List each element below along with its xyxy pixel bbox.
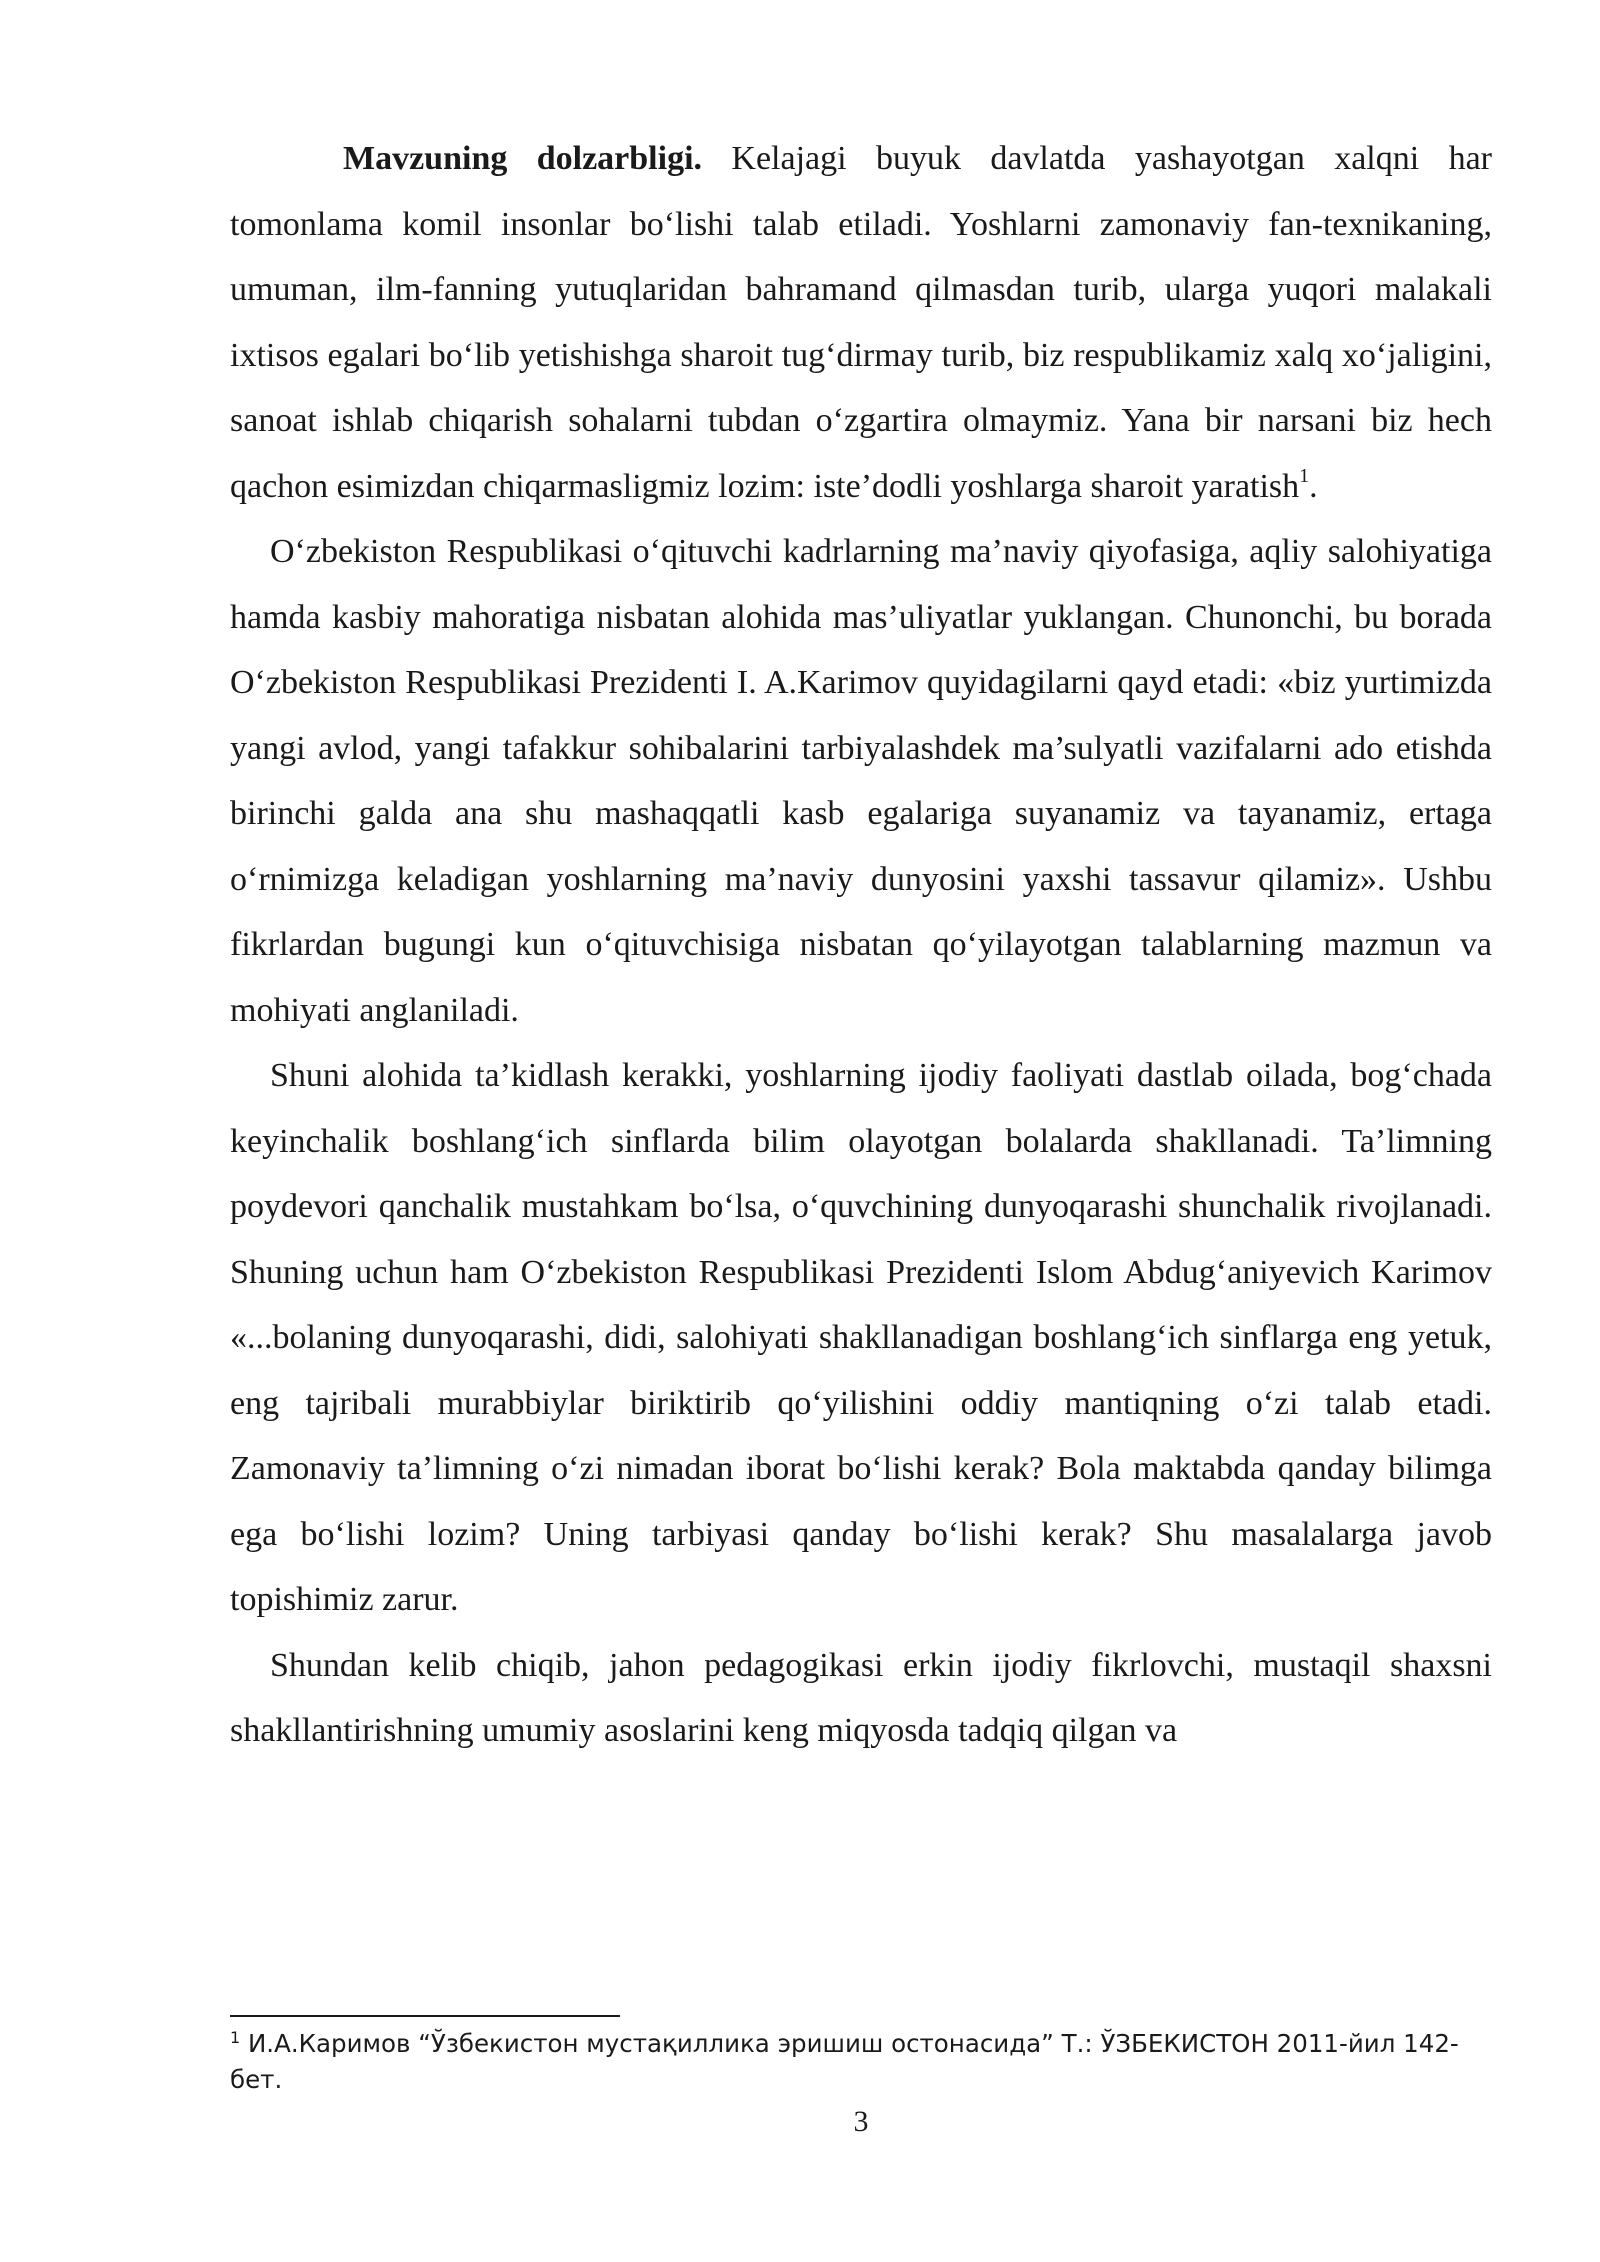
body-text [230,126,1492,1764]
footnote-reference[interactable]: 1 [1299,465,1310,488]
paragraph-text: O‘zbekiston Respublikasi o‘qituvchi kadrlarning ma’naviy qiyofasiga, aqliy salohiyatiga hamda kasbiy mahoratiga nisbatan alohida mas’uliyatlar yuklangan. Chunonchi, bu borada O‘zbekiston Respublikasi Prezidenti I. A.Karimov quyidagilarni qayd etadi: «biz yurtimizda yangi avlod, yangi tafakkur sohibalarini tarbiyalashdek ma’sulyatli vazifalarni ado etishda birinchi galda ana shu mashaqqatli kasb egalariga suyanamiz va tayanamiz, ertaga o‘rnimizga keladigan yoshlarning ma’naviy dunyosini yaxshi tassavur qilamiz». Ushbu fikrlardan bugungi kun o‘qituvchisiga nisbatan qo‘yilayotgan talablarning mazmun va mohiyati anglaniladi. [230,533,1492,1029]
footnote-separator [230,2015,620,2017]
paragraph-text: Shuni alohida ta’kidlash kerakki, yoshlarning ijodiy faoliyati dastlab oilada, bog‘chada keyinchalik boshlang‘ich sinflarda bilim olayotgan bolalarda shakllanadi. Ta’limning poydevori qanchalik mustahkam bo‘lsa, o‘quvchining dunyoqarashi shunchalik rivojlanadi. Shuning uchun ham O‘zbekiston Respublikasi Prezidenti Islom Abdug‘aniyevich Karimov «...bolaning dunyoqarashi, didi, salohiyati shakllanadigan boshlang‘ich sinflarga eng yetuk, eng tajribali murabbiylar biriktirib qo‘yilishini oddiy mantiqning o‘zi talab etadi. Zamonaviy ta’limning o‘zi nimadan iborat bo‘lishi kerak? Bola maktabda qanday bilimga ega bo‘lishi lozim? Uning tarbiyasi qanday bo‘lishi kerak? Shu masalalarga javob topishimiz zarur. [230,1057,1492,1618]
footnote-text: И.А.Каримов “Ўзбекистон мустақиллика эришиш остонасида” Т.: ЎЗБЕКИСТОН 2011-йил 142-бет. [230,2029,1459,2094]
page-number: 3 [853,2105,869,2138]
section-heading-inline: Mavzuning dolzarbligi. [343,140,703,177]
footnote [230,2026,1492,2098]
paragraph-text: Shundan kelib chiqib, jahon pedagogikasi erkin ijodiy fikrlovchi, mustaqil shaxsni shakllantirishning umumiy asoslarini keng miqyosda tadqiq qilgan va [230,1646,1492,1749]
paragraph-text: Kelajagi buyuk davlatda yashayotgan xalqni har tomonlama komil insonlar bo‘lishi talab etiladi. Yoshlarni zamonaviy fan-texnikaning, umuman, ilm-fanning yutuqlaridan bahramand qilmasdan turib, ularga yuqori malakali ixtisos egalari bo‘lib yetishishga sharoit tug‘dirmay turib, biz respublikamiz xalq xo‘jaligini, sanoat ishlab chiqarish sohalarni tubdan o‘zgartira olmaymiz. Yana bir narsani biz hech qachon esimizdan chiqarmasligmiz lozim: iste’dodli yoshlarga sharoit yaratish [230,140,1492,505]
paragraph-relevance [230,126,1492,519]
paragraph-world-pedagogy [230,1633,1492,1764]
paragraph-creative-activity [230,1043,1492,1633]
footnote-mark: 1 [230,2027,241,2047]
paragraph-tail: . [1309,467,1318,505]
paragraph-teachers [230,519,1492,1043]
